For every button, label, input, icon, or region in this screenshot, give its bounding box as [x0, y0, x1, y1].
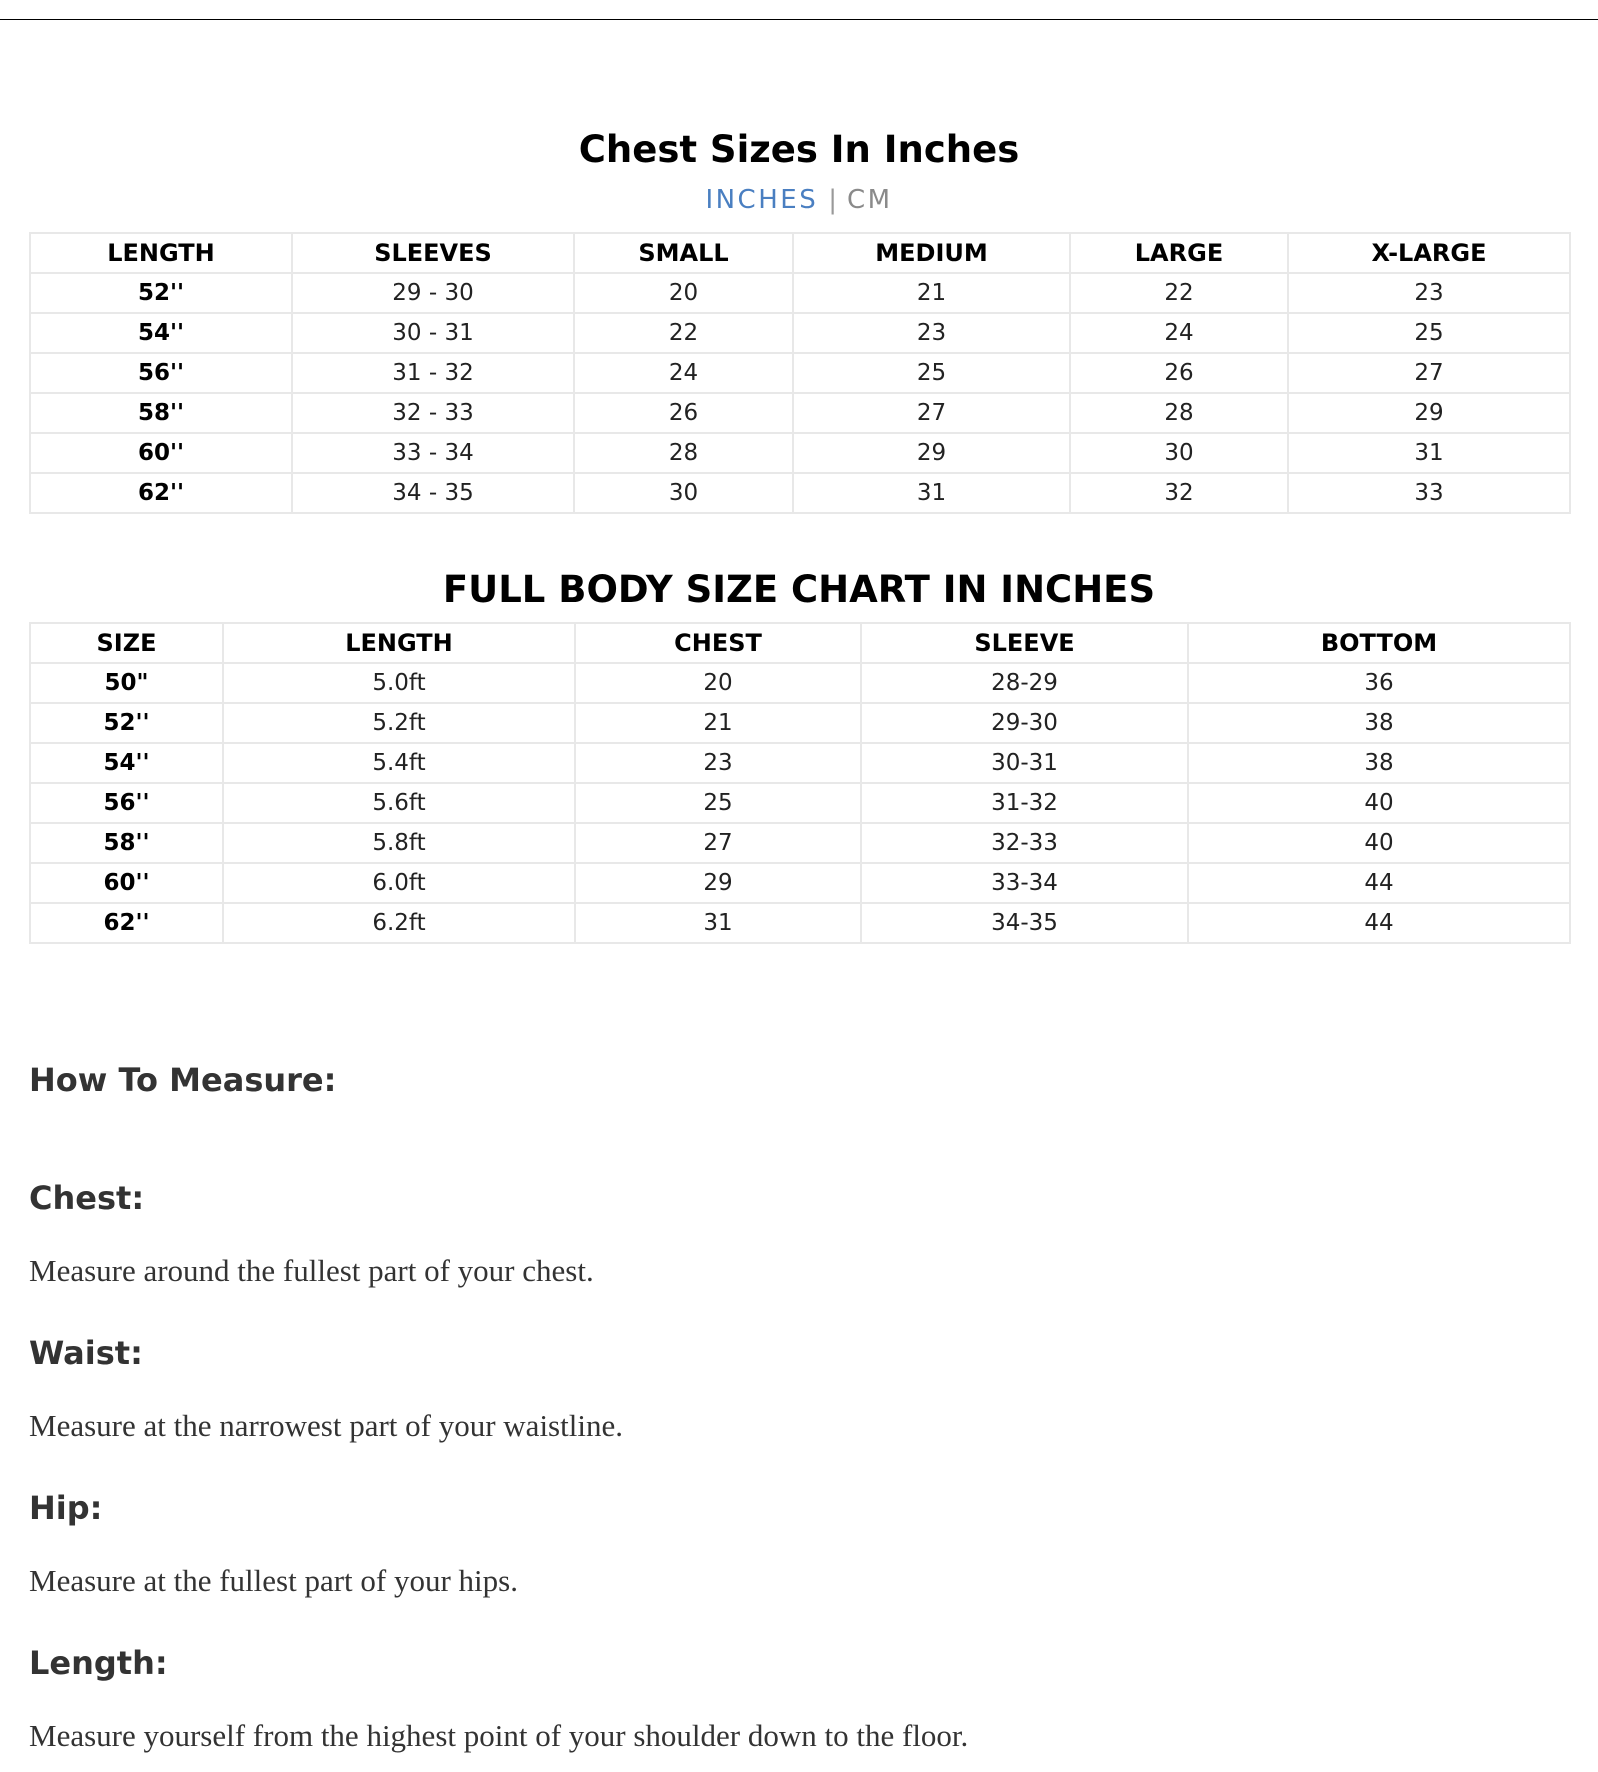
table-row [30, 433, 1570, 473]
table-cell: 52'' [30, 273, 292, 313]
table-cell: 25 [793, 353, 1070, 393]
table-row [30, 313, 1570, 353]
table-cell: 25 [1288, 313, 1570, 353]
column-header-size: SIZE [30, 623, 223, 663]
table-cell: 60'' [30, 863, 223, 903]
table-row [30, 743, 1570, 783]
measure-item-text-hip: Measure at the fullest part of your hips. [29, 1563, 518, 1598]
table-cell: 34-35 [861, 903, 1188, 943]
table-row [30, 863, 1570, 903]
table-cell: 21 [575, 703, 861, 743]
table-cell: 38 [1188, 703, 1570, 743]
table-cell: 23 [1288, 273, 1570, 313]
table-cell: 24 [1070, 313, 1288, 353]
column-header-sleeves: SLEEVES [292, 233, 574, 273]
chest-size-table [29, 232, 1571, 514]
table-cell: 5.6ft [223, 783, 575, 823]
column-header-x-large: X-LARGE [1288, 233, 1570, 273]
top-divider [0, 19, 1598, 20]
table-cell: 6.0ft [223, 863, 575, 903]
column-header-length: LENGTH [223, 623, 575, 663]
column-header-length: LENGTH [30, 233, 292, 273]
table-cell: 20 [575, 663, 861, 703]
table-cell: 58'' [30, 393, 292, 433]
chest-size-title: Chest Sizes In Inches [578, 128, 1020, 171]
table-row [30, 663, 1570, 703]
table-cell: 28 [574, 433, 793, 473]
table-cell: 29 - 30 [292, 273, 574, 313]
measure-item-title-hip: Hip: [29, 1489, 103, 1527]
table-cell: 29 [1288, 393, 1570, 433]
table-cell: 33 [1288, 473, 1570, 513]
table-cell: 44 [1188, 863, 1570, 903]
table-cell: 29 [575, 863, 861, 903]
table-cell: 31 [1288, 433, 1570, 473]
table-cell: 58'' [30, 823, 223, 863]
table-cell: 30 [574, 473, 793, 513]
table-cell: 30 [1070, 433, 1288, 473]
table-cell: 6.2ft [223, 903, 575, 943]
column-header-chest: CHEST [575, 623, 861, 663]
measure-item-title-length: Length: [29, 1644, 168, 1682]
table-cell: 31 [575, 903, 861, 943]
table-row [30, 703, 1570, 743]
table-cell: 5.2ft [223, 703, 575, 743]
table-cell: 52'' [30, 703, 223, 743]
table-cell: 22 [1070, 273, 1288, 313]
table-cell: 26 [1070, 353, 1288, 393]
table-cell: 33 - 34 [292, 433, 574, 473]
table-cell: 33-34 [861, 863, 1188, 903]
table-cell: 28-29 [861, 663, 1188, 703]
column-header-small: SMALL [574, 233, 793, 273]
full-body-size-title: FULL BODY SIZE CHART IN INCHES [442, 568, 1156, 611]
how-to-measure-heading: How To Measure: [29, 1061, 337, 1099]
table-cell: 62'' [30, 903, 223, 943]
measure-item-title-chest: Chest: [29, 1179, 145, 1217]
table-cell: 23 [575, 743, 861, 783]
column-header-medium: MEDIUM [793, 233, 1070, 273]
table-header-row [30, 233, 1570, 273]
table-cell: 25 [575, 783, 861, 823]
table-cell: 32 - 33 [292, 393, 574, 433]
measure-item-text-waist: Measure at the narrowest part of your waistline. [29, 1408, 623, 1443]
table-cell: 24 [574, 353, 793, 393]
table-cell: 40 [1188, 823, 1570, 863]
table-cell: 30 - 31 [292, 313, 574, 353]
column-header-bottom: BOTTOM [1188, 623, 1570, 663]
table-cell: 31 - 32 [292, 353, 574, 393]
table-cell: 40 [1188, 783, 1570, 823]
table-cell: 62'' [30, 473, 292, 513]
table-cell: 27 [793, 393, 1070, 433]
table-cell: 38 [1188, 743, 1570, 783]
measure-item-text-length: Measure yourself from the highest point of your shoulder down to the floor. [29, 1718, 969, 1753]
table-row [30, 823, 1570, 863]
table-cell: 31 [793, 473, 1070, 513]
table-cell: 56'' [30, 783, 223, 823]
table-cell: 32 [1070, 473, 1288, 513]
table-cell: 30-31 [861, 743, 1188, 783]
table-cell: 44 [1188, 903, 1570, 943]
table-cell: 26 [574, 393, 793, 433]
table-row [30, 783, 1570, 823]
table-cell: 5.0ft [223, 663, 575, 703]
measure-item-title-waist: Waist: [29, 1334, 143, 1372]
how-to-measure-section [29, 1060, 1569, 1755]
table-cell: 50" [30, 663, 223, 703]
unit-inches-link[interactable]: INCHES [705, 185, 819, 215]
table-row [30, 393, 1570, 433]
table-header-row [30, 623, 1570, 663]
table-cell: 34 - 35 [292, 473, 574, 513]
table-row [30, 473, 1570, 513]
table-cell: 28 [1070, 393, 1288, 433]
table-cell: 22 [574, 313, 793, 353]
unit-toggle [0, 184, 1598, 216]
table-cell: 54'' [30, 313, 292, 353]
table-cell: 54'' [30, 743, 223, 783]
table-cell: 36 [1188, 663, 1570, 703]
table-cell: 20 [574, 273, 793, 313]
column-header-sleeve: SLEEVE [861, 623, 1188, 663]
table-cell: 29-30 [861, 703, 1188, 743]
table-cell: 56'' [30, 353, 292, 393]
table-cell: 27 [1288, 353, 1570, 393]
table-cell: 5.8ft [223, 823, 575, 863]
measure-item-text-chest: Measure around the fullest part of your chest. [29, 1253, 594, 1288]
full-body-size-table [29, 622, 1571, 944]
unit-separator: | [828, 185, 837, 215]
table-row [30, 903, 1570, 943]
table-cell: 60'' [30, 433, 292, 473]
table-row [30, 273, 1570, 313]
unit-cm-link[interactable]: CM [846, 185, 893, 215]
table-row [30, 353, 1570, 393]
table-cell: 5.4ft [223, 743, 575, 783]
column-header-large: LARGE [1070, 233, 1288, 273]
table-cell: 31-32 [861, 783, 1188, 823]
table-cell: 29 [793, 433, 1070, 473]
table-cell: 27 [575, 823, 861, 863]
table-cell: 32-33 [861, 823, 1188, 863]
table-cell: 21 [793, 273, 1070, 313]
table-cell: 23 [793, 313, 1070, 353]
